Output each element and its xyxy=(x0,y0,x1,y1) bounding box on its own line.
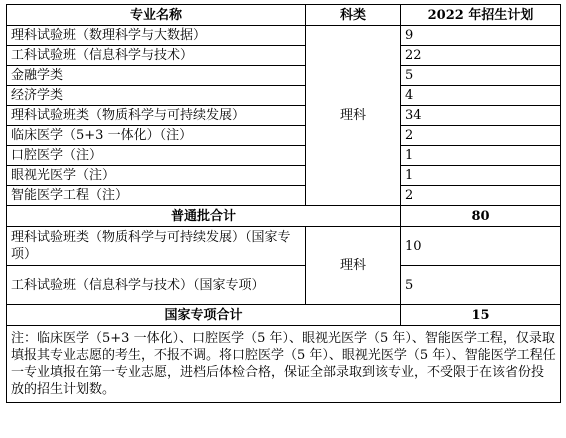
major-name: 理科试验班（数理科学与大数据） xyxy=(7,26,306,46)
admission-plan-document xyxy=(6,4,560,403)
plan-count: 4 xyxy=(401,86,561,106)
table-row xyxy=(7,66,561,86)
plan-count: 5 xyxy=(401,66,561,86)
table-row xyxy=(7,126,561,146)
plan-count: 1 xyxy=(401,146,561,166)
plan-count: 2 xyxy=(401,186,561,206)
plan-count: 22 xyxy=(401,46,561,66)
header-major: 专业名称 xyxy=(7,5,306,26)
general-total-value: 80 xyxy=(401,206,561,227)
national-total-label: 国家专项合计 xyxy=(7,305,401,326)
major-name: 工科试验班（信息科学与技术）（国家专项） xyxy=(7,266,306,305)
major-name: 智能医学工程（注） xyxy=(7,186,306,206)
plan-count: 10 xyxy=(401,227,561,266)
footnote: 注：临床医学（5+3 一体化）、口腔医学（5 年）、眼视光医学（5 年）、智能医学工程，仅录取填报其专业志愿的考生，不报不调。将口腔医学（5 年）、眼视光医学（5 年）、智能医学工程任一专业填报在第一专业志愿，进档后体检合格，保证全部录取到该专业，不受限于在该省份投放的招生计划数。 xyxy=(7,326,561,403)
major-name: 理科试验班类（物质科学与可持续发展）（国家专项） xyxy=(7,227,306,266)
table-row xyxy=(7,266,561,305)
plan-count: 34 xyxy=(401,106,561,126)
subject-cell-general: 理科 xyxy=(306,26,401,206)
table-row xyxy=(7,46,561,66)
general-total-row xyxy=(7,206,561,227)
admission-plan-table xyxy=(6,4,561,403)
note-row xyxy=(7,326,561,403)
header-row xyxy=(7,5,561,26)
major-name: 理科试验班类（物质科学与可持续发展） xyxy=(7,106,306,126)
plan-count: 1 xyxy=(401,166,561,186)
major-name: 经济学类 xyxy=(7,86,306,106)
plan-count: 9 xyxy=(401,26,561,46)
table-row xyxy=(7,26,561,46)
header-plan: 2022 年招生计划 xyxy=(401,5,561,26)
plan-count: 5 xyxy=(401,266,561,305)
general-total-label: 普通批合计 xyxy=(7,206,401,227)
major-name: 口腔医学（注） xyxy=(7,146,306,166)
table-row xyxy=(7,227,561,266)
major-name: 工科试验班（信息科学与技术） xyxy=(7,46,306,66)
major-name: 金融学类 xyxy=(7,66,306,86)
subject-cell-national: 理科 xyxy=(306,227,401,305)
national-total-value: 15 xyxy=(401,305,561,326)
national-total-row xyxy=(7,305,561,326)
table-row xyxy=(7,146,561,166)
major-name: 眼视光医学（注） xyxy=(7,166,306,186)
table-row xyxy=(7,86,561,106)
table-row xyxy=(7,166,561,186)
table-row xyxy=(7,106,561,126)
plan-count: 2 xyxy=(401,126,561,146)
major-name: 临床医学（5+3 一体化）（注） xyxy=(7,126,306,146)
header-subject: 科类 xyxy=(306,5,401,26)
table-row xyxy=(7,186,561,206)
